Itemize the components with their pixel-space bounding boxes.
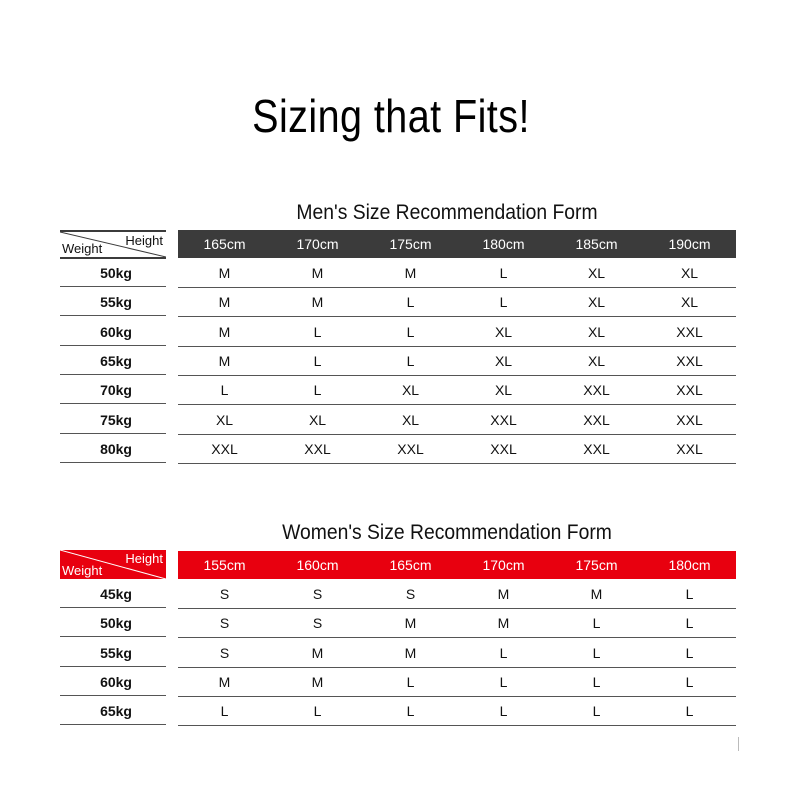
women-size-cell: M	[497, 586, 510, 602]
women-corner-header	[60, 550, 166, 579]
men-size-cell: M	[218, 323, 231, 340]
women-table-title: Women's Size Recommendation Form	[282, 521, 612, 544]
men-height-header	[178, 230, 736, 258]
women-size-cell: S	[312, 586, 323, 602]
men-size-cell: M	[218, 294, 231, 311]
men-size-cell: XXL	[490, 411, 517, 428]
men-size-cell: XXL	[304, 440, 331, 457]
men-table-row	[60, 376, 736, 405]
men-size-cell: XL	[587, 265, 606, 281]
women-size-cell: M	[218, 673, 231, 690]
men-height-cell: 170cm	[296, 236, 339, 252]
women-size-cell: L	[685, 586, 694, 602]
women-size-cell: L	[592, 703, 601, 720]
men-size-cell: XXL	[583, 382, 610, 399]
women-size-cell: M	[404, 644, 417, 661]
women-height-cell: 175cm	[575, 557, 618, 573]
men-weight-cell: 70kg	[60, 376, 166, 404]
women-height-cell: 180cm	[668, 557, 711, 573]
women-size-cell: L	[685, 615, 694, 632]
women-size-cell: M	[311, 644, 324, 661]
men-weight-cell: 65kg	[60, 347, 166, 375]
men-size-cell: XXL	[211, 440, 238, 457]
men-weight-cell: 50kg	[60, 259, 166, 287]
men-table-title: Men's Size Recommendation Form	[296, 201, 598, 224]
women-size-cell: S	[219, 615, 230, 632]
men-size-cell: XL	[680, 265, 699, 281]
men-size-values	[178, 435, 736, 464]
men-size-values	[178, 406, 736, 435]
men-size-cell: XL	[308, 411, 327, 428]
men-size-values	[178, 347, 736, 376]
men-size-cell: XL	[587, 294, 606, 311]
women-table-row	[60, 668, 736, 697]
women-weight-cell: 60kg	[60, 668, 166, 696]
men-size-cell: XL	[494, 352, 513, 369]
men-size-cell: L	[406, 352, 415, 369]
women-size-cell: S	[312, 615, 323, 632]
women-size-cell: M	[497, 615, 510, 632]
men-size-cell: XL	[680, 294, 699, 311]
men-corner-header	[60, 230, 166, 259]
women-table-row	[60, 697, 736, 726]
men-height-cell: 175cm	[389, 236, 432, 252]
men-weight-cell: 75kg	[60, 406, 166, 434]
women-height-cell: 160cm	[296, 557, 339, 573]
women-weight-label: Weight	[62, 563, 103, 578]
women-weight-cell: 65kg	[60, 697, 166, 725]
men-size-cell: M	[218, 352, 231, 369]
women-size-cell: L	[685, 703, 694, 720]
men-size-cell: XL	[587, 352, 606, 369]
men-size-cell: XXL	[676, 382, 703, 399]
men-size-cell: XXL	[583, 440, 610, 457]
men-height-cell: 185cm	[575, 236, 618, 252]
women-weight-cell: 45kg	[60, 580, 166, 608]
men-size-cell: L	[499, 265, 508, 281]
women-size-values	[178, 668, 736, 697]
men-size-cell: XL	[401, 411, 420, 428]
men-weight-label: Weight	[62, 241, 103, 256]
men-size-cell: L	[313, 382, 322, 399]
men-weight-cell: 80kg	[60, 435, 166, 463]
men-size-cell: XL	[494, 382, 513, 399]
men-size-cell: XXL	[676, 352, 703, 369]
men-table-row	[60, 318, 736, 347]
men-size-cell: M	[311, 294, 324, 311]
women-size-cell: L	[406, 673, 415, 690]
women-size-values	[178, 580, 736, 609]
men-table-row	[60, 288, 736, 317]
men-size-values	[178, 318, 736, 347]
women-weight-cell: 55kg	[60, 639, 166, 667]
men-table-row	[60, 406, 736, 435]
men-height-cell: 165cm	[203, 236, 246, 252]
men-height-cell: 190cm	[668, 236, 711, 252]
men-weight-cell: 55kg	[60, 288, 166, 316]
women-table-row	[60, 609, 736, 638]
men-size-cell: M	[218, 265, 231, 281]
women-size-cell: L	[685, 673, 694, 690]
women-height-cell: 155cm	[203, 557, 246, 573]
men-size-values	[178, 376, 736, 405]
men-size-cell: XXL	[676, 411, 703, 428]
women-height-cell: 165cm	[389, 557, 432, 573]
women-size-values	[178, 609, 736, 638]
men-height-cell: 180cm	[482, 236, 525, 252]
women-size-cell: L	[499, 644, 508, 661]
men-size-cell: XL	[401, 382, 420, 399]
women-size-cell: M	[404, 615, 417, 632]
women-height-cell: 170cm	[482, 557, 525, 573]
women-size-values	[178, 697, 736, 726]
men-size-cell: M	[404, 265, 417, 281]
men-table-row	[60, 347, 736, 376]
women-size-cell: L	[313, 703, 322, 720]
men-size-cell: L	[313, 352, 322, 369]
women-height-header	[178, 551, 736, 579]
women-size-cell: L	[592, 673, 601, 690]
women-size-cell: L	[406, 703, 415, 720]
women-table-row	[60, 639, 736, 668]
women-size-cell: L	[499, 673, 508, 690]
women-size-cell: S	[219, 586, 230, 602]
women-height-label: Height	[125, 551, 163, 566]
men-size-cell: XXL	[676, 323, 703, 340]
men-size-cell: XXL	[397, 440, 424, 457]
men-size-cell: L	[499, 294, 508, 311]
women-size-cell: L	[220, 703, 229, 720]
men-height-label: Height	[125, 233, 163, 248]
men-size-cell: XXL	[490, 440, 517, 457]
women-size-cell: L	[592, 615, 601, 632]
men-size-cell: L	[220, 382, 229, 399]
women-size-cell: S	[219, 644, 230, 661]
men-size-cell: XXL	[583, 411, 610, 428]
women-size-cell: S	[405, 586, 416, 602]
men-size-cell: XL	[494, 323, 513, 340]
women-size-cell: L	[685, 644, 694, 661]
women-size-cell: M	[590, 586, 603, 602]
women-size-cell: L	[499, 703, 508, 720]
men-size-cell: XL	[587, 323, 606, 340]
men-weight-cell: 60kg	[60, 318, 166, 346]
men-size-values	[178, 288, 736, 317]
women-table-row	[60, 580, 736, 609]
men-size-cell: L	[406, 323, 415, 340]
men-size-cell: XL	[215, 411, 234, 428]
men-size-cell: M	[311, 265, 324, 281]
men-table-row	[60, 259, 736, 288]
women-size-cell: M	[311, 673, 324, 690]
page-title: Sizing that Fits!	[252, 90, 530, 142]
edge-mark	[738, 737, 739, 751]
men-size-cell: XXL	[676, 440, 703, 457]
men-table-row	[60, 435, 736, 464]
women-size-cell: L	[592, 644, 601, 661]
men-size-values	[178, 259, 736, 288]
women-weight-cell: 50kg	[60, 609, 166, 637]
women-size-values	[178, 639, 736, 668]
men-size-cell: L	[313, 323, 322, 340]
men-size-cell: L	[406, 294, 415, 311]
